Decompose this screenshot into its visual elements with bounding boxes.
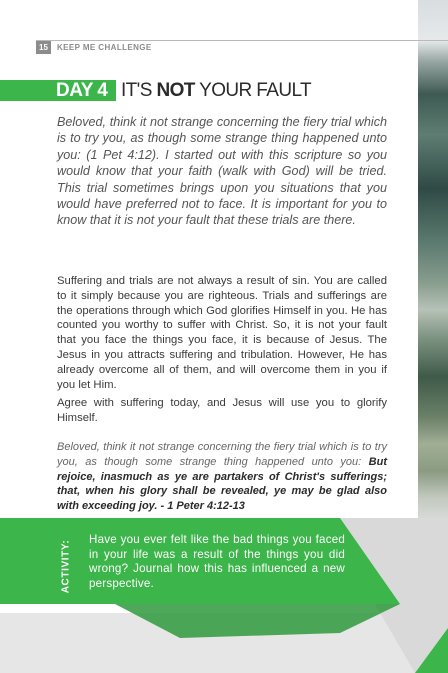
activity-prompt: Have you ever felt like the bad things you faced in your life was a result of the things you did wrong? Journal how this has influenced a new perspective. [89,533,345,590]
intro-paragraph: Beloved, think it not strange concerning the fiery trial which is to try you, as though some strange thing happened unto you: (1 Pet 4:12). I started out with this scripture so you would know that your faith (walk with God) will be tried. This trial sometimes brings upon you situations that you would have preferred not to face. It is important for you to know that it is not your fault that these trials are there. [57,115,387,228]
day-label: DAY 4 [56,80,108,101]
page-number: 15 [36,41,51,54]
header-rule [36,40,448,41]
body-paragraph-1: Suffering and trials are not always a result of sin. You are called to it simply because you are righteous. Trials and sufferings are the operations through which God glorifies Himself in you. He has counted you worthy to suffer with Christ. So, it is not your fault that you face the things you face, it is because of Jesus. The Jesus in you attracts suffering and tribulation. However, He has already overcome all of them, and will overcome them in you if you let Him. [57,275,387,391]
scripture-bold: But rejoice, inasmuch as ye are partakers of Christ's sufferings; that, when his glory shall be revealed, ye may be glad also with exceeding joy. - 1 Peter 4:12-13 [57,455,387,513]
title-emphasis: NOT [156,80,195,101]
running-head: KEEP ME CHALLENGE [57,43,152,52]
title-post: YOUR FAULT [194,80,312,101]
body-paragraph-2: Agree with suffering today, and Jesus will use you to glorify Himself. [57,397,387,424]
scripture-plain: Beloved, think it not strange concerning the fiery trial which is to try you, as though some strange thing happened unto you: [57,441,387,468]
page-title [121,80,311,101]
activity-label: ACTIVITY: [60,539,72,593]
title-pre: IT'S [121,80,157,101]
scripture-quote [57,440,387,514]
